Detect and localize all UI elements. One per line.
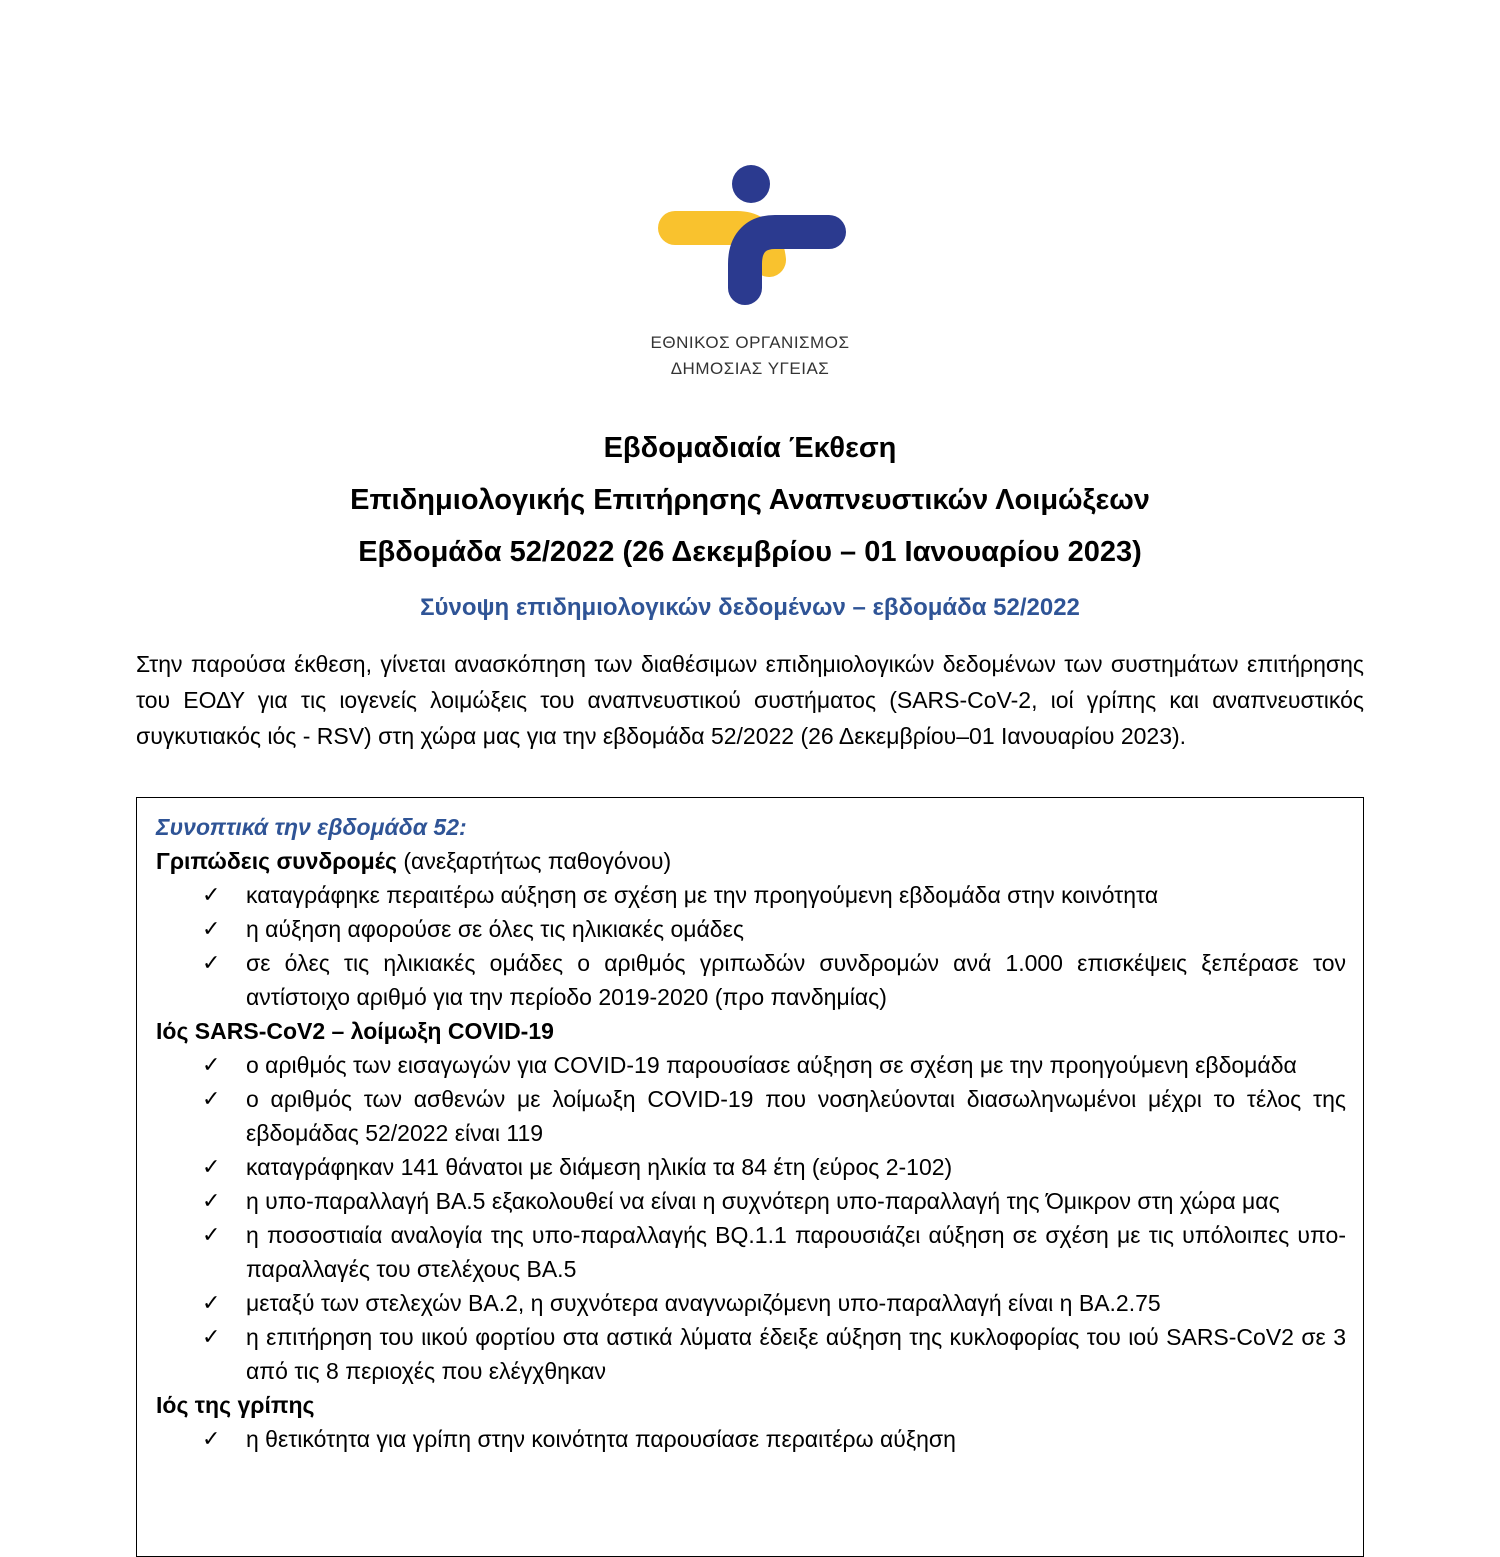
checkmark-icon: ✓	[202, 1154, 221, 1179]
summary-box-heading-text: Συνοπτικά την εβδομάδα 52	[156, 814, 459, 840]
list-item-text: η υπο-παραλλαγή BA.5 εξακολουθεί να είναι η συχνότερη υπο-παραλλαγή της Όμικρον στη χώρα μας	[246, 1188, 1280, 1214]
list-item	[156, 1150, 1346, 1184]
list-item-text: ο αριθμός των ασθενών με λοίμωξη COVID-19 που νοσηλεύονται διασωληνωμένοι μέχρι το τέλος της εβδομάδας 52/2022 είναι 119	[246, 1086, 1346, 1146]
list-item	[156, 946, 1346, 1014]
summary-subtitle: Σύνοψη επιδημιολογικών δεδομένων – εβδομάδα 52/2022	[420, 594, 1080, 621]
eody-logo-icon	[657, 160, 847, 310]
list-item	[156, 1082, 1346, 1150]
list-item-text: καταγράφηκε περαιτέρω αύξηση σε σχέση με την προηγούμενη εβδομάδα στην κοινότητα	[246, 882, 1159, 908]
checkmark-icon: ✓	[202, 1426, 221, 1451]
checkmark-icon: ✓	[202, 1086, 221, 1111]
org-name-line2: ΔΗΜΟΣΙΑΣ ΥΓΕΙΑΣ	[670, 359, 830, 378]
checkmark-icon: ✓	[202, 1188, 221, 1213]
checkmark-icon: ✓	[202, 1324, 221, 1349]
report-title-line1: Εβδομαδιαία Έκθεση	[603, 432, 897, 464]
section-title-text: Γριπώδεις συνδρομές	[156, 848, 397, 874]
summary-box	[136, 797, 1364, 1557]
logo-blue-arm	[745, 232, 829, 288]
list-item-text: η επιτήρηση του ιικού φορτίου στα αστικά λύματα έδειξε αύξηση της κυκλοφορίας του ιού SARS-CoV2 σε 3 από τις 8 περιοχές που ελέγχθηκαν	[246, 1324, 1346, 1384]
list-item-text: η ποσοστιαία αναλογία της υπο-παραλλαγής BQ.1.1 παρουσιάζει αύξηση σε σχέση με τις υπόλοιπες υπο-παραλλαγές του στελέχους BA.5	[246, 1222, 1346, 1282]
list-item	[156, 1286, 1346, 1320]
list-item	[156, 912, 1346, 946]
report-title-line2: Επιδημιολογικής Επιτήρησης Αναπνευστικών Λοιμώξεων	[350, 484, 1150, 516]
report-title-line3: Εβδομάδα 52/2022 (26 Δεκεμβρίου – 01 Ιανουαρίου 2023)	[358, 536, 1142, 568]
list-item-text: μεταξύ των στελεχών BA.2, η συχνότερα αναγνωριζόμενη υπο-παραλλαγή είναι η BA.2.75	[246, 1290, 1161, 1316]
checkmark-icon: ✓	[202, 1222, 221, 1247]
logo-head	[732, 165, 770, 203]
intro-paragraph: Στην παρούσα έκθεση, γίνεται ανασκόπηση των διαθέσιμων επιδημιολογικών δεδομένων των συστημάτων επιτήρησης του ΕΟΔΥ για τις ιογενείς λοιμώξεις του αναπνευστικού συστήματος (SARS-CoV-2, ιοί γρίπης και αναπνευστικός συγκυτιακός ιός - RSV) στη χώρα μας για την εβδομάδα 52/2022 (26 Δεκεμβρίου–01 Ιανουαρίου 2023).	[136, 651, 1364, 749]
ili-list	[156, 878, 1346, 1014]
section-title-ili	[156, 844, 1346, 878]
summary-box-heading-colon: :	[459, 814, 467, 840]
list-item-text: η αύξηση αφορούσε σε όλες τις ηλικιακές ομάδες	[246, 916, 744, 942]
list-item	[156, 1320, 1346, 1388]
list-item-text: η θετικότητα για γρίπη στην κοινότητα παρουσίασε περαιτέρω αύξηση	[246, 1426, 956, 1452]
checkmark-icon: ✓	[202, 1290, 221, 1315]
org-name-line1: ΕΘΝΙΚΟΣ ΟΡΓΑΝΙΣΜΟΣ	[650, 333, 850, 352]
list-item	[156, 1184, 1346, 1218]
list-item	[156, 878, 1346, 912]
checkmark-icon: ✓	[202, 882, 221, 907]
list-item-text: καταγράφηκαν 141 θάνατοι με διάμεση ηλικία τα 84 έτη (εύρος 2-102)	[246, 1154, 953, 1180]
list-item-text: ο αριθμός των εισαγωγών για COVID-19 παρουσίασε αύξηση σε σχέση με την προηγούμενη εβδομάδα	[246, 1052, 1297, 1078]
section-title-influenza	[156, 1388, 1346, 1422]
checkmark-icon: ✓	[202, 1052, 221, 1077]
summary-box-heading	[156, 810, 1346, 844]
section-title-text: Ιός της γρίπης	[156, 1392, 315, 1418]
covid-list	[156, 1048, 1346, 1388]
list-item-text: σε όλες τις ηλικιακές ομάδες ο αριθμός γριπωδών συνδρομών ανά 1.000 επισκέψεις ξεπέρασε τον αντίστοιχο αριθμό για την περίοδο 2019-2020 (προ πανδημίας)	[246, 950, 1346, 1010]
checkmark-icon: ✓	[202, 916, 221, 941]
list-item	[156, 1218, 1346, 1286]
section-title-text: Ιός SARS-CoV2 – λοίμωξη COVID-19	[156, 1018, 554, 1044]
section-title-covid	[156, 1014, 1346, 1048]
influenza-list	[156, 1422, 1346, 1456]
section-title-suffix: (ανεξαρτήτως παθογόνου)	[397, 848, 672, 874]
checkmark-icon: ✓	[202, 950, 221, 975]
list-item	[156, 1422, 1346, 1456]
list-item	[156, 1048, 1346, 1082]
